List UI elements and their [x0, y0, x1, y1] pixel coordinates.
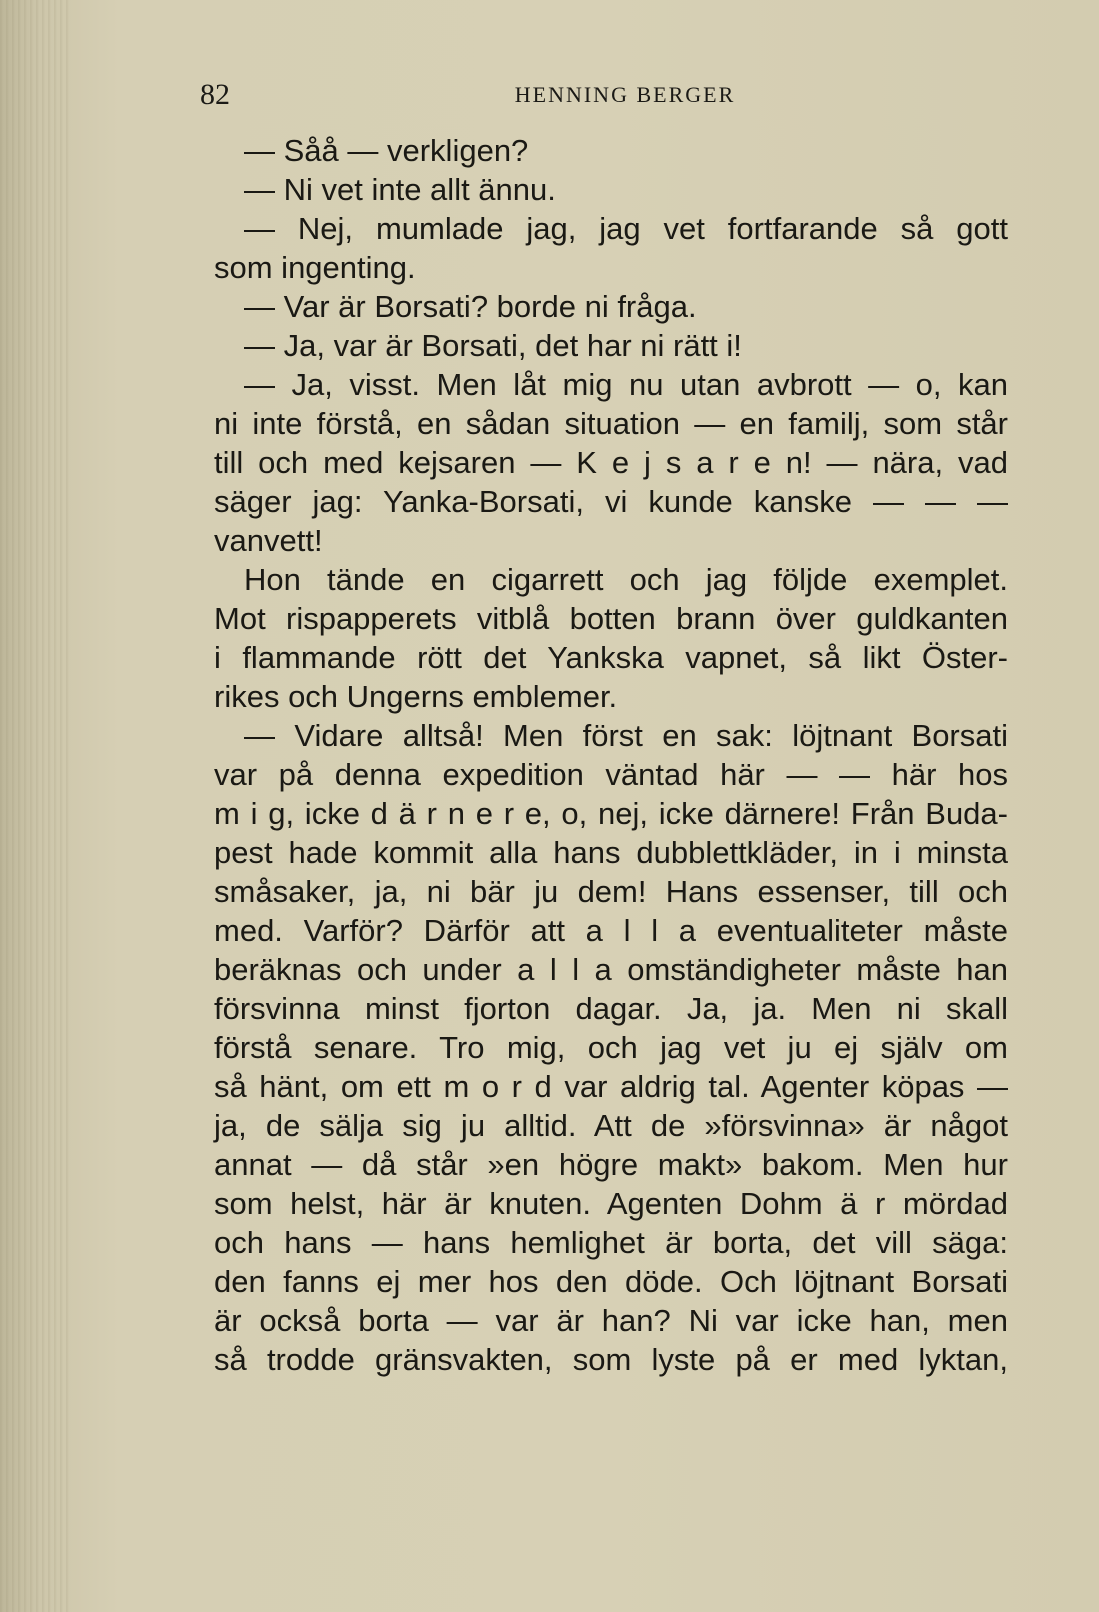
text-line: till och med kejsaren — K e j s a r e n! — nära, vad — [214, 445, 1008, 480]
text-line: var på denna expedition väntad här — — här hos — [214, 757, 1008, 792]
text-line: annat — då står »en högre makt» bakom. Men hur — [214, 1147, 1008, 1182]
text-line: — Var är Borsati? borde ni fråga. — [244, 289, 697, 324]
text-line: Hon tände en cigarrett och jag följde exemplet. — [244, 562, 1008, 597]
text-line: småsaker, ja, ni bär ju dem! Hans essenser, till och — [214, 874, 1008, 909]
running-head-author: HENNING BERGER — [514, 82, 736, 107]
text-line: m i g, icke d ä r n e r e, o, nej, icke därnere! Från Buda- — [214, 796, 1008, 831]
text-line: den fanns ej mer hos den döde. Och löjtnant Borsati — [214, 1264, 1008, 1299]
text-line: säger jag: Yanka-Borsati, vi kunde kanske — — — — [214, 484, 1008, 519]
text-line: — Vidare alltså! Men först en sak: löjtnant Borsati — [244, 718, 1008, 753]
text-line: som helst, här är knuten. Agenten Dohm ä r mördad — [214, 1186, 1008, 1221]
text-line: som ingenting. — [214, 250, 416, 285]
text-line: med. Varför? Därför att a l l a eventualiteter måste — [214, 913, 1008, 948]
text-line: — Ja, visst. Men låt mig nu utan avbrott — o, kan — [244, 367, 1008, 402]
text-line: vanvett! — [214, 523, 323, 558]
text-line: — Ja, var är Borsati, det har ni rätt i! — [244, 328, 742, 363]
text-line: förstå senare. Tro mig, och jag vet ju ej själv om — [214, 1030, 1008, 1065]
body-text — [214, 131, 1008, 1379]
text-line: är också borta — var är han? Ni var icke han, men — [214, 1303, 1008, 1338]
text-line: rikes och Ungerns emblemer. — [214, 679, 618, 714]
text-line: — Ni vet inte allt ännu. — [244, 172, 556, 207]
text-line: — Såå — verkligen? — [244, 133, 529, 168]
text-line: Mot rispapperets vitblå botten brann över guldkanten — [214, 601, 1008, 636]
running-head — [200, 78, 1010, 118]
text-line: ja, de sälja sig ju alltid. Att de »försvinna» är något — [214, 1108, 1008, 1143]
text-line: försvinna minst fjorton dagar. Ja, ja. Men ni skall — [214, 991, 1008, 1026]
text-line: så trodde gränsvakten, som lyste på er med lyktan, — [214, 1342, 1008, 1377]
page-number: 82 — [200, 78, 230, 111]
text-line: i flammande rött det Yankska vapnet, så likt Öster- — [214, 640, 1008, 675]
text-line: så hänt, om ett m o r d var aldrig tal. Agenter köpas — — [214, 1069, 1008, 1104]
text-line: pest hade kommit alla hans dubblettkläder, in i minsta — [214, 835, 1008, 870]
text-line: beräknas och under a l l a omständigheter måste han — [214, 952, 1008, 987]
page-gutter-shadow — [0, 0, 70, 1612]
text-line: och hans — hans hemlighet är borta, det vill säga: — [214, 1225, 1008, 1260]
text-line: — Nej, mumlade jag, jag vet fortfarande så gott — [244, 211, 1008, 246]
text-line: ni inte förstå, en sådan situation — en familj, som står — [214, 406, 1008, 441]
